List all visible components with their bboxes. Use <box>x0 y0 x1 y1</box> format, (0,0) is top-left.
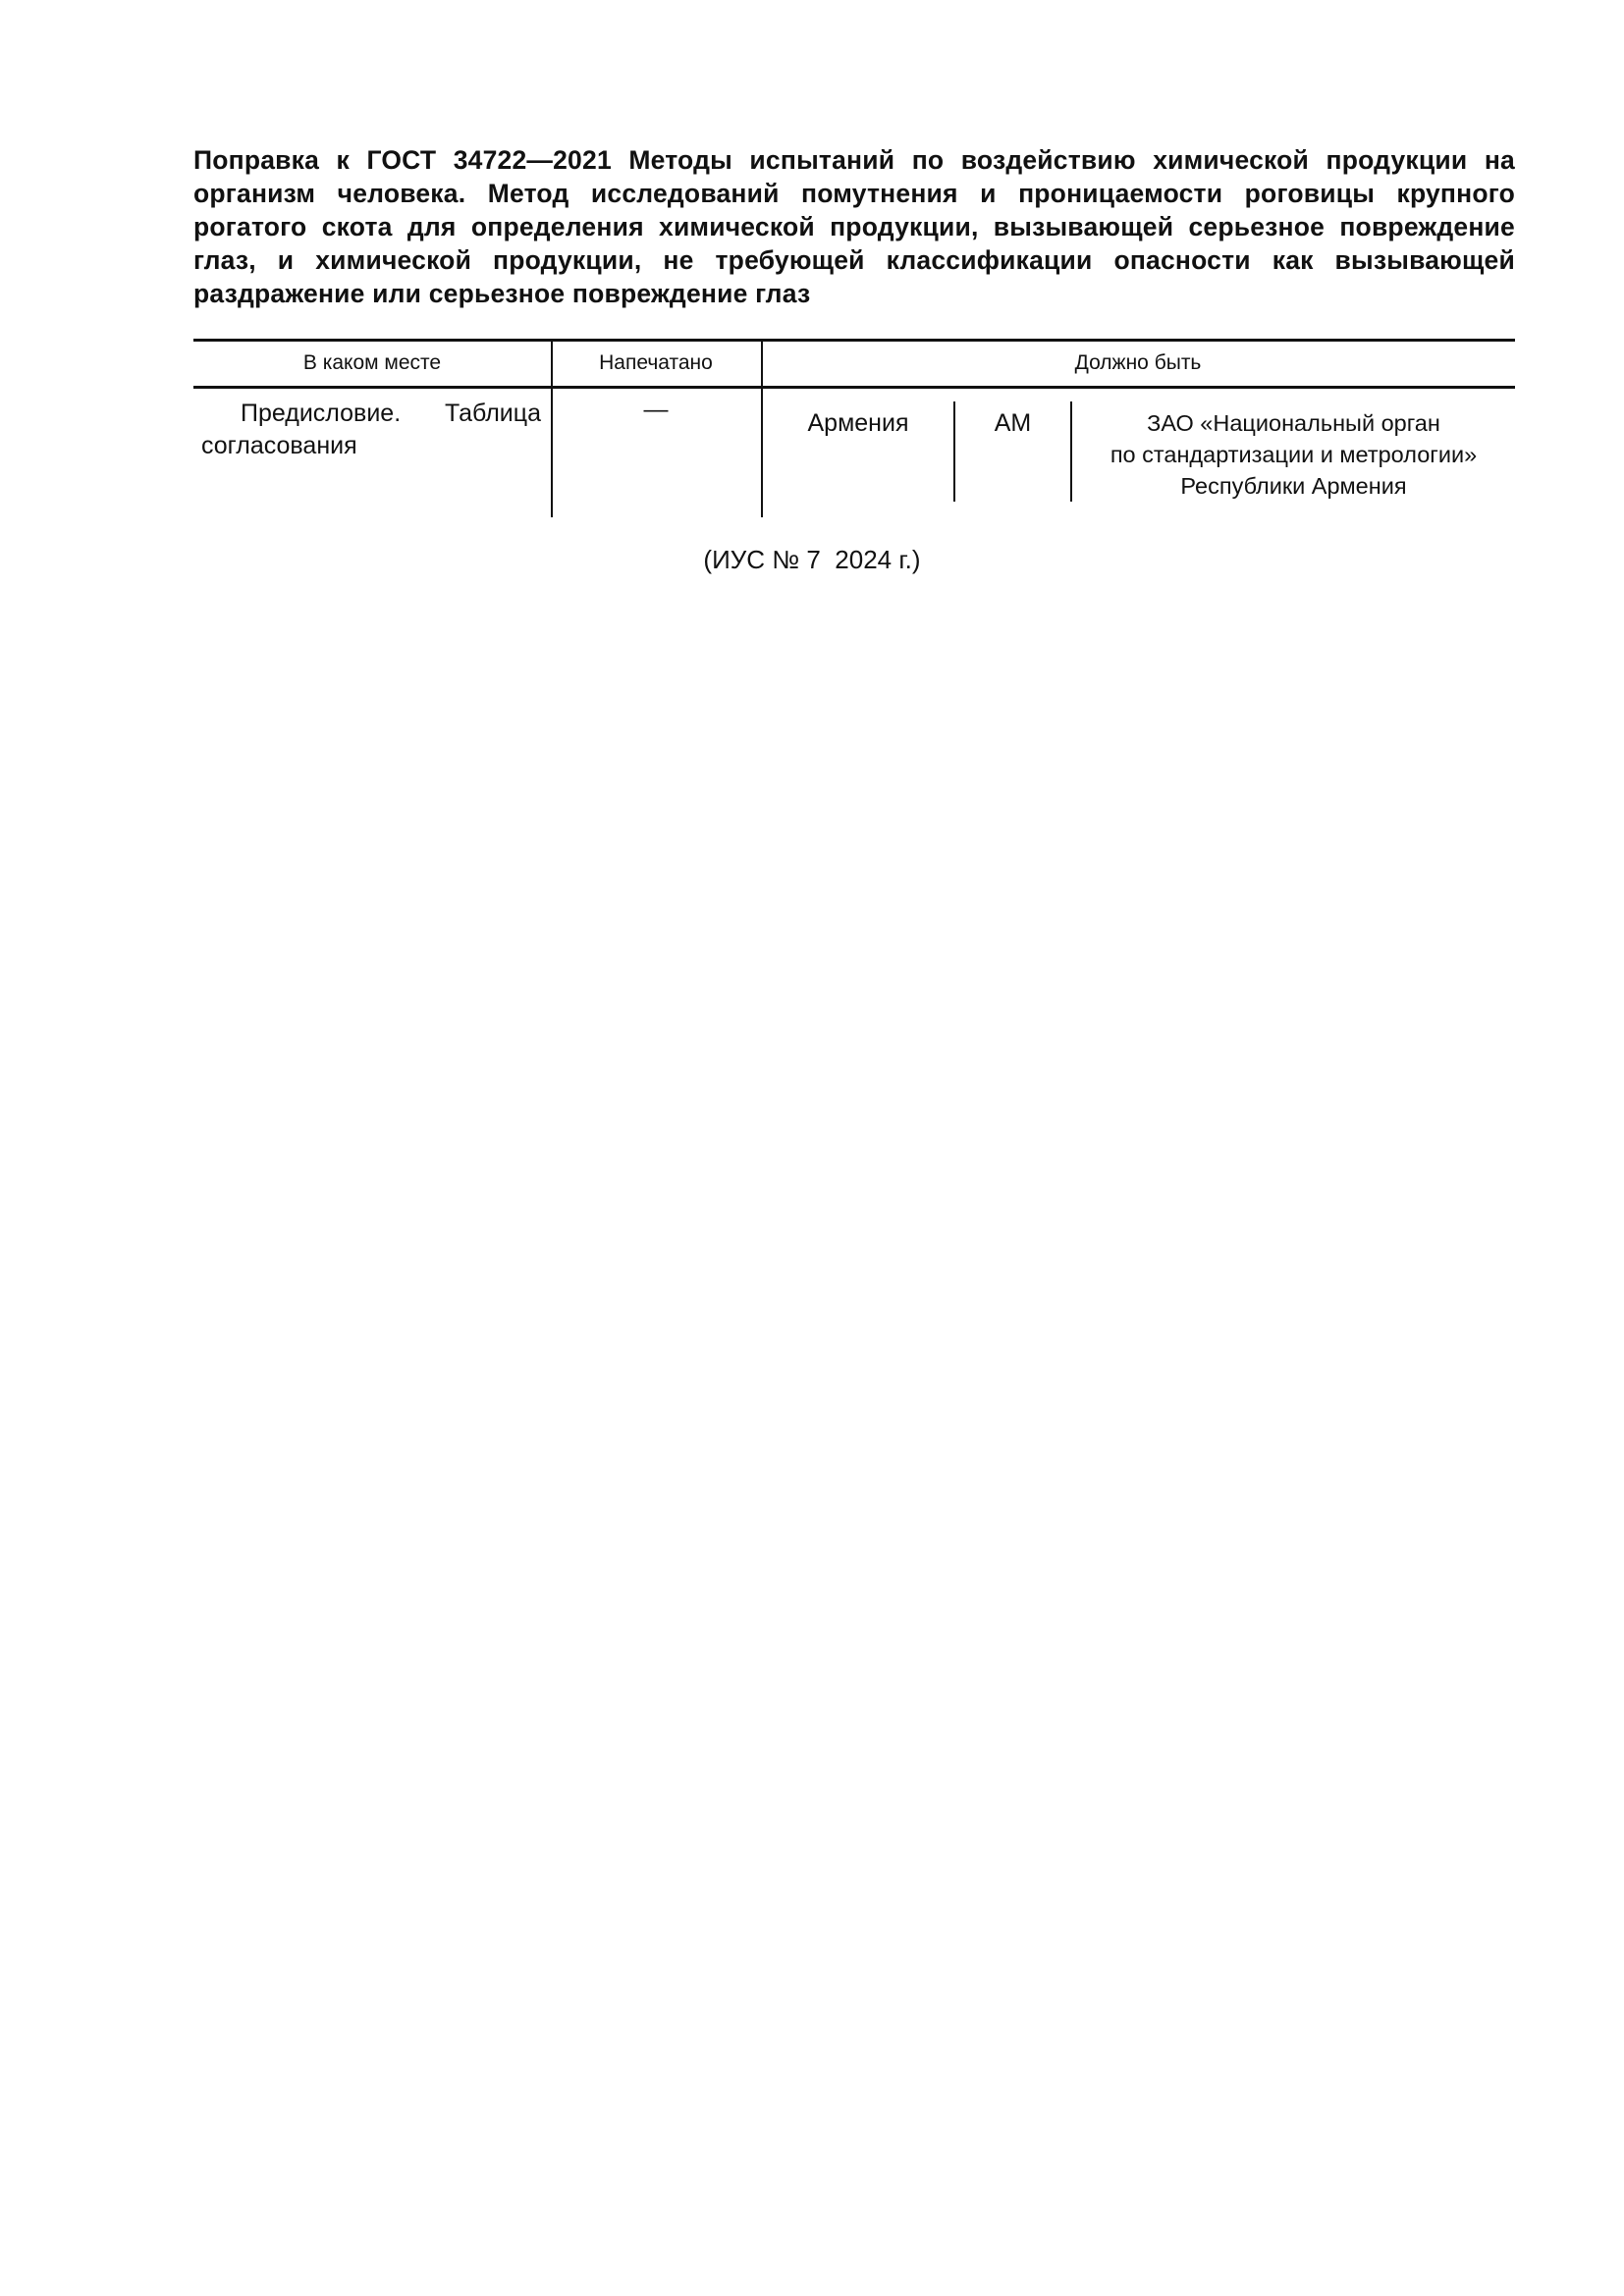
cell-printed: — <box>643 396 669 423</box>
ius-reference: (ИУС № 7 2024 г.) <box>703 545 921 574</box>
cell-country: Армения <box>807 409 909 437</box>
header-printed: Напечатано <box>599 351 713 374</box>
organization-line-2: по стандартизации и метрологии» <box>1110 442 1478 467</box>
cell-place <box>201 398 541 462</box>
amendment-table <box>193 339 1515 520</box>
header-should-be: Должно быть <box>1074 351 1202 374</box>
cell-country-code: AM <box>994 409 1032 437</box>
organization-line-3: Республики Армения <box>1180 473 1407 499</box>
organization-line-1: ЗАО «Национальный орган <box>1147 410 1440 436</box>
cell-place-text: Предисловие. Таблица согласования <box>201 400 541 459</box>
header-place: В каком месте <box>302 351 442 374</box>
amendment-title: Поправка к ГОСТ 34722—2021 Методы испытаний по воздействию химической продукции на организм человека. Метод исследований помутнения и проницаемости роговицы крупного рогатого скота для определения химической продукции, вызывающей серьезное повреждение глаз, и химической продукции, не требующей классификации опасности как вызывающей раздражение или серьезное повреждение глаз <box>193 145 1515 308</box>
cell-organization <box>1072 407 1515 502</box>
table-header-rule <box>193 386 1515 389</box>
